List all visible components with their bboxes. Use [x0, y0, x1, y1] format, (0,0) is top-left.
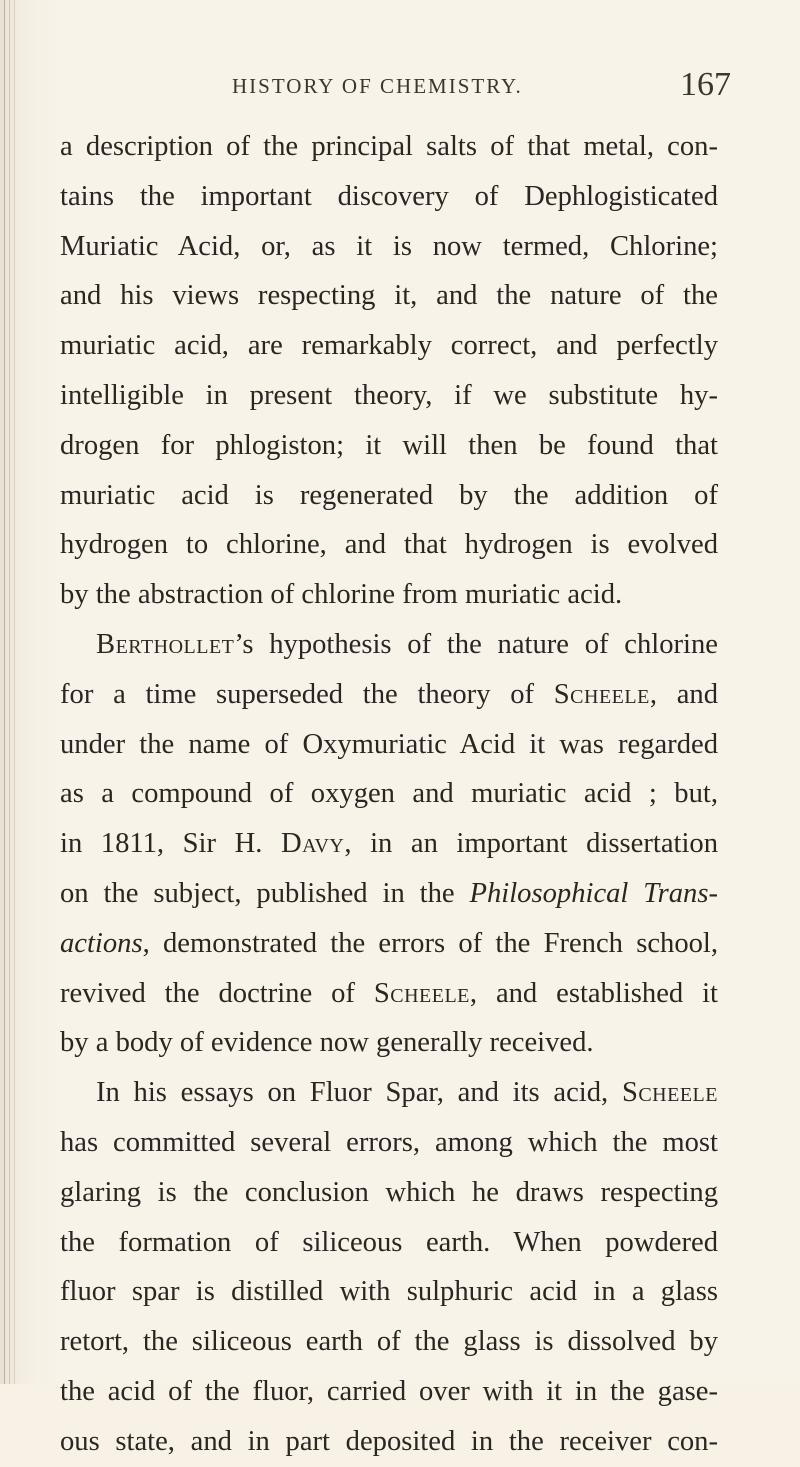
text-line — [60, 819, 718, 869]
text-run: in 1811, Sir H. — [60, 828, 281, 860]
text-line: drogen for phlogiston; it will then be found that — [60, 429, 718, 461]
text-line: the acid of the fluor, carried over with it in the gase- — [60, 1375, 718, 1407]
person-name: Scheele — [621, 1077, 718, 1109]
text-line: and his views respecting it, and the nature of the — [60, 280, 718, 312]
running-title: HISTORY OF CHEMISTRY. — [232, 74, 523, 98]
text-run: , in an important dissertation — [344, 828, 718, 860]
text-line — [60, 1068, 718, 1118]
body-text — [60, 122, 718, 1467]
text-line: under the name of Oxymuriatic Acid it was regarded — [60, 728, 718, 760]
text-line: has committed several errors, among which the most — [60, 1126, 718, 1158]
text-run: for a time superseded the theory of — [60, 678, 554, 710]
text-line: muriatic acid is regenerated by the addition of — [60, 479, 718, 511]
text-line: retort, the siliceous earth of the glass is dissolved by — [60, 1326, 718, 1358]
text-line — [60, 869, 718, 919]
text-line: as a compound of oxygen and muriatic acid ; but, — [60, 778, 718, 810]
person-name: Scheele — [553, 678, 650, 710]
text-line: a description of the principal salts of that metal, con- — [60, 131, 718, 162]
text-run: , and established it — [469, 977, 718, 1009]
text-line: by a body of evidence now generally received. — [60, 1027, 594, 1059]
text-line: Muriatic Acid, or, as it is now termed, Chlorine; — [60, 230, 718, 262]
page-edge-line — [14, 0, 15, 1384]
text-line: hydrogen to chlorine, and that hydrogen is evolved — [60, 529, 718, 561]
text-run: , demonstrated the errors of the French school, — [142, 927, 718, 959]
text-line: ous state, and in part deposited in the receiver con- — [60, 1425, 718, 1457]
person-name: Davy — [280, 828, 345, 860]
text-line: fluor spar is distilled with sulphuric acid in a glass — [60, 1276, 718, 1308]
text-line: muriatic acid, are remarkably correct, and perfectly — [60, 330, 718, 362]
text-line: tains the important discovery of Dephlogisticated — [60, 180, 718, 212]
page-edge-line — [4, 0, 5, 1384]
person-name: Scheele — [373, 977, 470, 1009]
text-run: In his essays on Fluor Spar, and its acid, — [96, 1077, 622, 1109]
text-line — [60, 919, 718, 969]
page-number: 167 — [680, 66, 731, 103]
text-run: , and — [649, 678, 718, 710]
text-line: glaring is the conclusion which he draws respecting — [60, 1176, 718, 1208]
journal-title: Philosophical Trans- — [469, 877, 718, 909]
text-line: intelligible in present theory, if we substitute hy- — [60, 379, 718, 411]
text-line: the formation of siliceous earth. When powdered — [60, 1226, 718, 1258]
text-run: ’s hypothesis of the nature of chlorine — [234, 628, 718, 660]
text-line — [60, 670, 718, 720]
text-line: by the abstraction of chlorine from muriatic acid. — [60, 579, 623, 611]
journal-title: actions — [60, 927, 143, 959]
page-edge-line — [9, 0, 10, 1384]
text-run: revived the doctrine of — [60, 977, 374, 1009]
text-line — [60, 620, 718, 670]
text-line — [60, 969, 718, 1019]
person-name: Berthollet — [96, 628, 235, 660]
text-run: on the subject, published in the — [60, 877, 470, 909]
